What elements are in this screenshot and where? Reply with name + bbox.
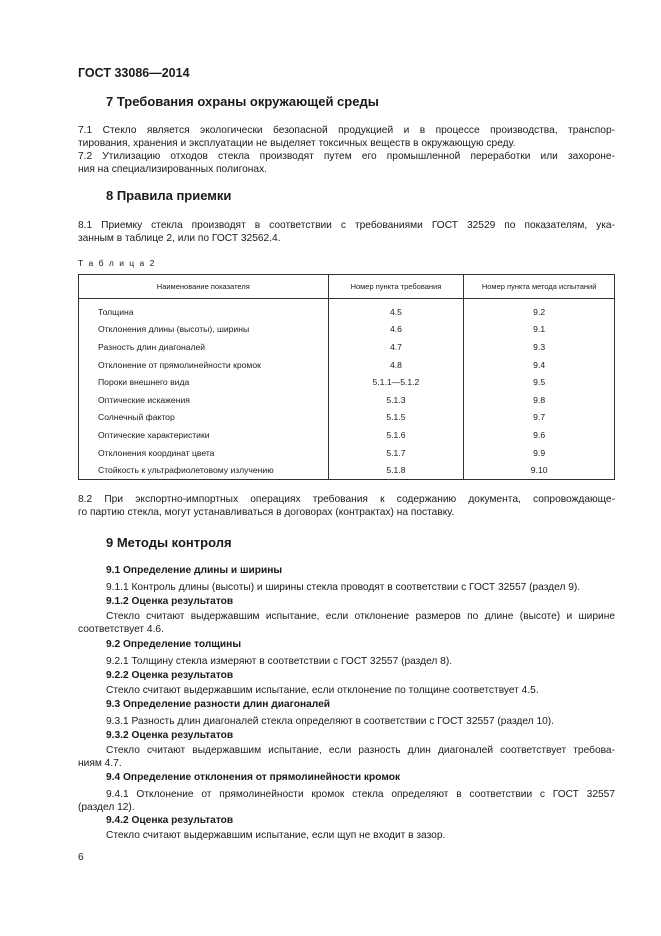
requirement-cell: 4.7: [328, 338, 464, 356]
subsection-9-2-title: 9.2 Определение толщины: [106, 639, 242, 650]
table-row: [79, 461, 615, 479]
requirement-cell: 4.8: [328, 356, 464, 374]
requirement-cell: 5.1.3: [328, 391, 464, 409]
table-row: [79, 444, 615, 462]
indicator-cell: Пороки внешнего вида: [79, 373, 329, 391]
table-row: [79, 373, 615, 391]
table-header-requirement-clause: Номер пункта требования: [328, 275, 464, 299]
paragraph-9-4-1-line-1: 9.4.1 Отклонение от прямолинейности кромок стекла определяют в соответствии с ГОСТ 32557: [106, 789, 615, 800]
requirement-cell: 5.1.8: [328, 461, 464, 479]
paragraph-9-2-2: Стекло считают выдержавшим испытание, если отклонение по толщине соответствует 4.5.: [106, 685, 539, 696]
page-number: 6: [78, 852, 84, 863]
table-row: [79, 426, 615, 444]
table-row: [79, 391, 615, 409]
method-cell: 9.3: [464, 338, 615, 356]
table-row: [79, 338, 615, 356]
paragraph-9-1-2-line-2: соответствует 4.6.: [78, 624, 164, 635]
paragraph-9-3-1: 9.3.1 Разность длин диагоналей стекла определяют в соответствии с ГОСТ 32557 (раздел 10).: [106, 716, 554, 727]
section-8-title: 8 Правила приемки: [106, 188, 232, 203]
subsection-9-1-2-title: 9.1.2 Оценка результатов: [106, 596, 234, 607]
requirement-cell: 5.1.1—5.1.2: [328, 373, 464, 391]
paragraph-8-1-line-1: 8.1 Приемку стекла производят в соответствии с требованиями ГОСТ 32529 по показателям, ука-: [78, 220, 615, 231]
indicator-cell: Толщина: [79, 299, 329, 321]
indicators-table: [78, 274, 615, 480]
paragraph-7-2-line-2: ния на специализированных полигонах.: [78, 164, 268, 175]
table-row: [79, 299, 615, 321]
paragraph-9-4-2: Стекло считают выдержавшим испытание, если щуп не входит в зазор.: [106, 830, 446, 841]
table-row: [79, 321, 615, 339]
method-cell: 9.10: [464, 461, 615, 479]
indicator-cell: Отклонение от прямолинейности кромок: [79, 356, 329, 374]
table-header-indicator: Наименование показателя: [79, 275, 329, 299]
paragraph-7-2-line-1: 7.2 Утилизацию отходов стекла производят путем его промышленной переработки или захороне-: [78, 151, 615, 162]
indicator-cell: Оптические искажения: [79, 391, 329, 409]
paragraph-9-1-2-line-1: Стекло считают выдержавшим испытание, если отклонение размеров по длине (высоте) и ширине: [106, 611, 615, 622]
subsection-9-1-title: 9.1 Определение длины и ширины: [106, 565, 283, 576]
indicator-cell: Оптические характеристики: [79, 426, 329, 444]
paragraph-7-1-line-2: тирования, хранения и эксплуатации не выделяет токсичных веществ в окружающую среду.: [78, 138, 516, 149]
method-cell: 9.7: [464, 409, 615, 427]
paragraph-9-4-1-line-2: (раздел 12).: [78, 802, 135, 813]
subsection-9-4-2-title: 9.4.2 Оценка результатов: [106, 815, 234, 826]
paragraph-8-2-line-1: 8.2 При экспортно-импортных операциях требования к содержанию документа, сопровождающе-: [78, 494, 615, 505]
subsection-9-3-2-title: 9.3.2 Оценка результатов: [106, 730, 234, 741]
indicator-cell: Стойкость к ультрафиолетовому излучению: [79, 461, 329, 479]
document-code-header: ГОСТ 33086—2014: [78, 66, 190, 80]
paragraph-8-2-line-2: го партию стекла, могут устанавливаться в договорах (контрактах) на поставку.: [78, 507, 455, 518]
method-cell: 9.1: [464, 321, 615, 339]
method-cell: 9.5: [464, 373, 615, 391]
requirement-cell: 4.5: [328, 299, 464, 321]
method-cell: 9.4: [464, 356, 615, 374]
paragraph-9-3-2-line-1: Стекло считают выдержавшим испытание, если разность длин диагоналей соответствует требова-: [106, 745, 615, 756]
section-9-title: 9 Методы контроля: [106, 535, 232, 550]
table-header-row: [79, 275, 615, 299]
subsection-9-2-2-title: 9.2.2 Оценка результатов: [106, 670, 234, 681]
method-cell: 9.2: [464, 299, 615, 321]
requirement-cell: 5.1.5: [328, 409, 464, 427]
paragraph-9-2-1: 9.2.1 Толщину стекла измеряют в соответствии с ГОСТ 32557 (раздел 8).: [106, 656, 453, 667]
section-7-title: 7 Требования охраны окружающей среды: [106, 94, 379, 109]
subsection-9-3-title: 9.3 Определение разности длин диагоналей: [106, 699, 331, 710]
paragraph-9-1-1: 9.1.1 Контроль длины (высоты) и ширины стекла проводят в соответствии с ГОСТ 32557 (раздел 9).: [106, 582, 581, 593]
paragraph-7-1-line-1: 7.1 Стекло является экологически безопасной продукцией и в процессе производства, транспор-: [78, 125, 615, 136]
requirement-cell: 4.6: [328, 321, 464, 339]
requirement-cell: 5.1.6: [328, 426, 464, 444]
subsection-9-4-title: 9.4 Определение отклонения от прямолинейности кромок: [106, 772, 401, 783]
method-cell: 9.6: [464, 426, 615, 444]
table-row: [79, 409, 615, 427]
method-cell: 9.9: [464, 444, 615, 462]
table-caption: Т а б л и ц а 2: [78, 258, 156, 268]
requirement-cell: 5.1.7: [328, 444, 464, 462]
table-header-test-method-clause: Номер пункта метода испытаний: [464, 275, 615, 299]
method-cell: 9.8: [464, 391, 615, 409]
indicator-cell: Разность длин диагоналей: [79, 338, 329, 356]
indicator-cell: Солнечный фактор: [79, 409, 329, 427]
paragraph-8-1-line-2: занным в таблице 2, или по ГОСТ 32562.4.: [78, 233, 281, 244]
indicator-cell: Отклонения координат цвета: [79, 444, 329, 462]
paragraph-9-3-2-line-2: ниям 4.7.: [78, 758, 122, 769]
indicator-cell: Отклонения длины (высоты), ширины: [79, 321, 329, 339]
table-row: [79, 356, 615, 374]
